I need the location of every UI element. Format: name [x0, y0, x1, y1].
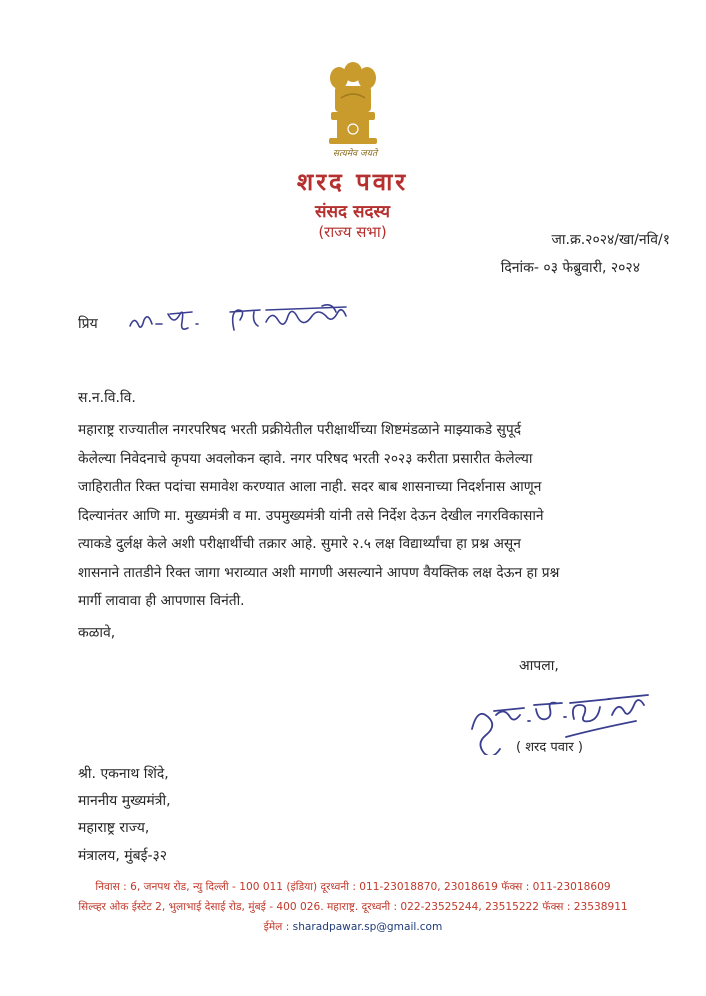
- addressee-line: माननीय मुख्यमंत्री,: [78, 793, 171, 809]
- email-label: ईमेल :: [263, 921, 290, 933]
- addressee-line: मंत्रालय, मुंबई-३२: [78, 848, 168, 864]
- national-emblem-icon: [323, 58, 383, 148]
- footer-residence: निवास : 6, जनपथ रोड, न्यु दिल्ली - 100 011 (इंडिया) दूरध्वनी : 011-23018870, 23018619 फॅक्स : 011-23018609: [95, 881, 611, 893]
- greeting: स.न.वि.वि.: [78, 390, 136, 406]
- body-line: शासनाने तातडीने रिक्त जागा भराव्यात अशी मागणी असल्याने आपण वैयक्तिक लक्ष देऊन हा प्रश्न: [78, 564, 560, 581]
- addressee-line: श्री. एकनाथ शिंदे,: [78, 766, 169, 782]
- emblem-motto: सत्यमेव जयते: [332, 149, 378, 159]
- body-line: त्याकडे दुर्लक्ष केले अशी परीक्षार्थीची तक्रार आहे. सुमारे २.५ लक्ष विद्यार्थ्यांचा हा प्रश्न असून: [78, 536, 521, 552]
- signatory-name: ( शरद पवार ): [516, 740, 583, 755]
- body-line: महाराष्ट्र राज्यातील नगरपरिषद भरती प्रक्रीयेतील परीक्षार्थीच्या शिष्टमंडळाने माझ्याकडे सुपूर्द: [78, 422, 522, 438]
- body-line: दिल्यानंतर आणि मा. मुख्यमंत्री व मा. उपमुख्यमंत्री यांनी तसे निर्देश देऊन देखील नगरविकासाने: [78, 507, 544, 524]
- sign-off: आपला,: [519, 658, 559, 674]
- letterhead-designation: संसद सदस्य: [315, 202, 390, 222]
- body-line: मार्गी लावावा ही आपणास विनंती.: [78, 593, 245, 609]
- handwritten-salutation-icon: [126, 300, 358, 340]
- letterhead-name: शरद पवार: [296, 168, 409, 196]
- body-line: केलेल्या निवेदनाचे कृपया अवलोकन व्हावे. नगर परिषद भरती २०२३ करीता प्रसारीत केलेल्या: [78, 450, 533, 467]
- reference-number: जा.क्र.२०२४/खा/नवि/१: [551, 232, 670, 248]
- letter-date: दिनांक- ०३ फेब्रुवारी, २०२४: [500, 260, 640, 276]
- closing-text: कळावे,: [78, 625, 116, 641]
- footer-mumbai: सिल्व्हर ओक ईस्टेट 2, भुलाभाई देसाई रोड, मुंबई - 400 026. महाराष्ट्र. दूरध्वनी : 022-23525244, 23515222 फॅक्स : 23538911: [78, 901, 628, 913]
- email-link[interactable]: sharadpawar.sp@gmail.com: [292, 921, 443, 933]
- footer-email-row: [0, 920, 706, 934]
- letter-body: [78, 416, 638, 616]
- salutation: प्रिय: [78, 316, 98, 332]
- letterhead-house: (राज्य सभा): [318, 223, 387, 241]
- body-line: जाहिरातीत रिक्त पदांचा समावेश करण्यात आला नाही. सदर बाब शासनाच्या निदर्शनास आणून: [78, 479, 542, 495]
- addressee-line: महाराष्ट्र राज्य,: [78, 820, 150, 836]
